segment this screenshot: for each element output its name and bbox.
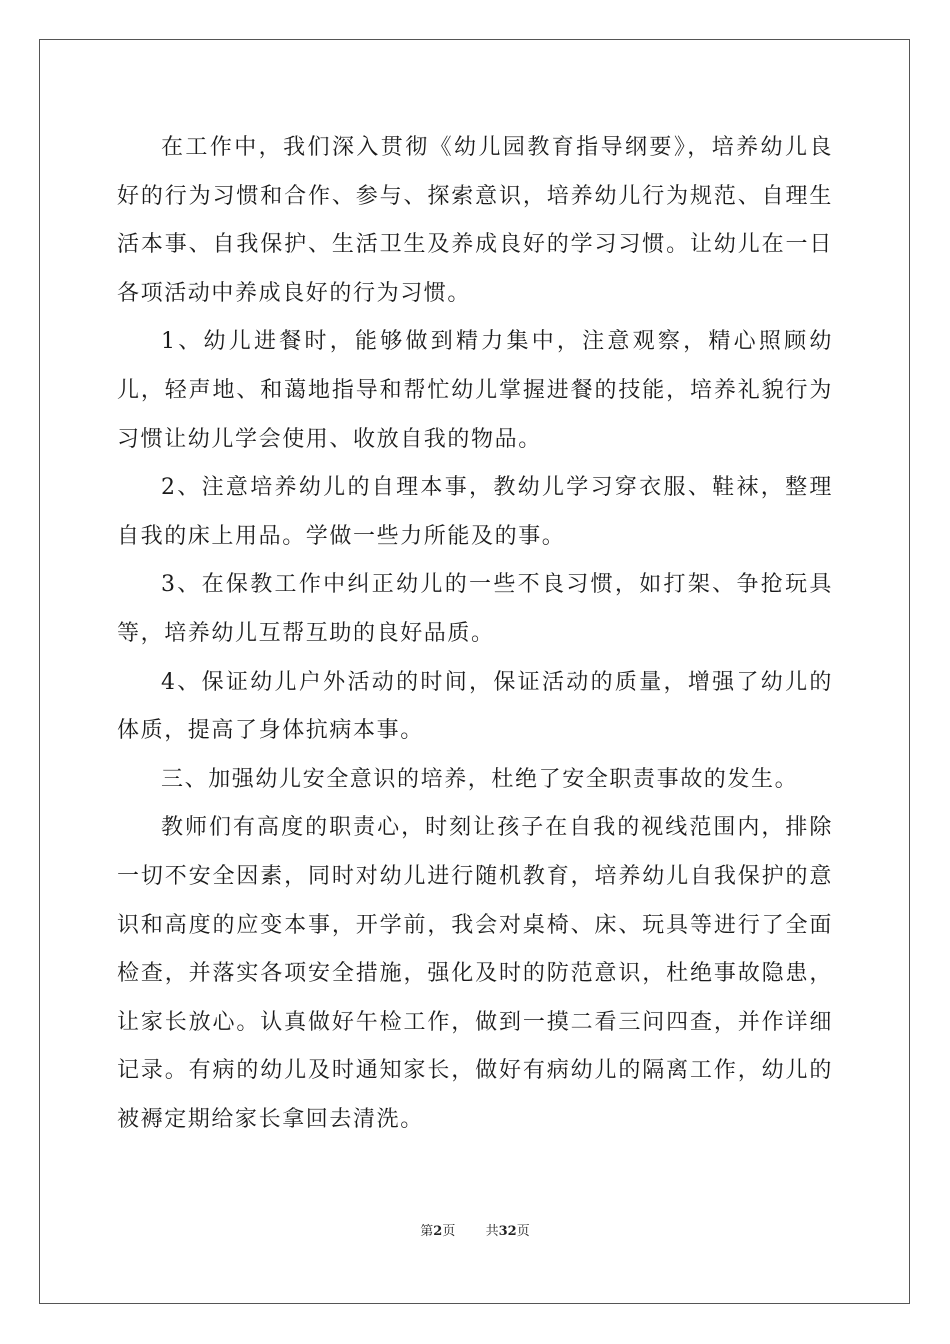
document-body [117, 124, 833, 1144]
paragraph: 在工作中，我们深入贯彻《幼儿园教育指导纲要》，培养幼儿良好的行为习惯和合作、参与、探索意识，培养幼儿行为规范、自理生活本事、自我保护、生活卫生及养成良好的学习习惯。让幼儿在一日各项活动中养成良好的行为习惯。 [117, 135, 833, 306]
page-footer [0, 1220, 950, 1239]
section-heading: 三、加强幼儿安全意识的培养，杜绝了安全职责事故的发生。 [161, 766, 799, 792]
paragraph: 3、在保教工作中纠正幼儿的一些不良习惯，如打架、争抢玩具等，培养幼儿互帮互助的良好品质。 [117, 572, 833, 646]
current-page-number: 2 [433, 1224, 443, 1239]
paragraph: 4、保证幼儿户外活动的时间，保证活动的质量，增强了幼儿的体质，提高了身体抗病本事。 [117, 669, 833, 744]
page-indicator: 第2页 [420, 1224, 456, 1239]
total-page-number: 32 [498, 1224, 517, 1239]
total-pages-indicator: 共32页 [485, 1224, 530, 1239]
paragraph: 2、注意培养幼儿的自理本事，教幼儿学习穿衣服、鞋袜，整理自我的床上用品。学做一些力所能及的事。 [117, 475, 833, 549]
paragraph: 教师们有高度的职责心，时刻让孩子在自我的视线范围内，排除一切不安全因素，同时对幼儿进行随机教育，培养幼儿自我保护的意识和高度的应变本事，开学前，我会对桌椅、床、玩具等进行了全面检查，并落实各项安全措施，强化及时的防范意识，杜绝事故隐患，让家长放心。认真做好午检工作，做到一摸二看三问四查，并作详细记录。有病的幼儿及时通知家长，做好有病幼儿的隔离工作，幼儿的被褥定期给家长拿回去清洗。 [117, 815, 833, 1132]
paragraph: 1、幼儿进餐时，能够做到精力集中，注意观察，精心照顾幼儿，轻声地、和蔼地指导和帮忙幼儿掌握进餐的技能，培养礼貌行为习惯让幼儿学会使用、收放自我的物品。 [117, 329, 833, 452]
